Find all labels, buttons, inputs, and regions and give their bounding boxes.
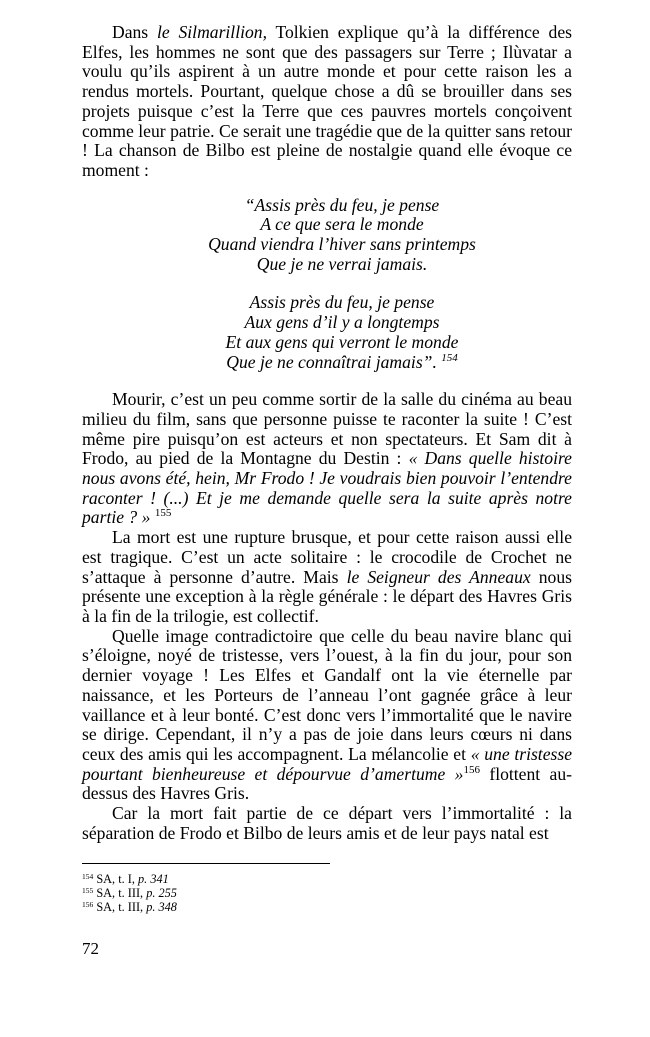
footnote-ref: 156: [463, 763, 480, 776]
footnote-text: SA, t. III,: [96, 885, 147, 900]
page-number: 72: [82, 939, 99, 958]
quotation: « Dans quelle histoire nous avons été, hein, Mr Frodo ! Je voudrais bien pouvoir l’entendre raconter ! (...) Et je me demande quelle sera la suite après notre partie ? »: [82, 448, 572, 528]
text-run: La mort est une rupture brusque, et pour cette raison aussi elle est tragique. C’est un acte solitaire : le crocodile de Crochet ne s’attaque à personne d’autre. Mais: [82, 527, 572, 587]
footnote-page: p. 255: [146, 885, 177, 900]
paragraph-immortalite: [82, 804, 572, 843]
footnote-ref: 154: [441, 351, 458, 364]
poem-line: “Assis près du feu, je pense: [244, 194, 440, 215]
poem-line: A ce que sera le monde: [260, 214, 424, 235]
text-run: Dans: [112, 22, 157, 42]
poem-stanza-2: [112, 293, 572, 372]
paragraph-rupture: [82, 528, 572, 627]
footnotes: [82, 863, 572, 914]
footnote-page: p. 348: [146, 899, 177, 914]
footnote-divider: [82, 863, 330, 864]
poem-stanza-1: [112, 196, 572, 275]
poem-line-last: [112, 353, 572, 373]
text-run: Mourir, c’est un peu comme sortir de la salle du cinéma au beau milieu du film, sans que personne puisse te raconter la suite ! C’est même pire puisqu’on est acteurs et non spectateurs. Et Sam dit à Frodo, au pied de la Montagne du Destin :: [82, 389, 572, 469]
footnote-number: 156: [82, 899, 94, 909]
paragraph-mourir: [82, 390, 572, 528]
footnote-156: [82, 901, 572, 915]
poem-line: Quand viendra l’hiver sans printemps: [208, 234, 476, 255]
text-run: Quelle image contradictoire que celle du beau navire blanc qui s’éloigne, noyé de tristesse, vers l’ouest, à la fin du jour, pour son dernier voyage ! Les Elfes et Gandalf ont la vie éternelle par naissance, et les Porteurs de l’anneau l’ont gagnée grâce à leur vaillance et à leur bonté. C’est donc vers l’immortalité que le navire se dirige. Cependant, il n’y a pas de joie dans leurs cœurs ni dans ceux des amis qui les accompagnent. La mélancolie et: [82, 625, 572, 764]
poem-line: Assis près du feu, je pense: [249, 292, 435, 313]
poem-line: Que je ne verrai jamais.: [256, 253, 428, 274]
poem-line: Et aux gens qui verront le monde: [225, 331, 459, 352]
quotation: « une tristesse pourtant bienheureuse et dépourvue d’amertume »: [82, 743, 573, 784]
book-title: le Silmarillion,: [156, 22, 267, 42]
footnote-ref: 155: [154, 507, 172, 520]
body-text: [82, 23, 572, 843]
paragraph-navire: [82, 627, 572, 804]
footnote-154: [82, 873, 572, 887]
footnote-text: SA, t. III,: [96, 899, 147, 914]
text-run: Tolkien explique qu’à la différence des Elfes, les hommes ne sont que des passagers sur Terre ; Ilùvatar a voulu qu’ils aspirent à un autre monde et pour cette raison les a rendus mortels. Pourtant, quelque chose a dû se brouiller dans ses projets puisque c’est la Terre que ces pauvres mortels conçoivent comme leur patrie. Ce serait une tragédie que de la quitter sans retour ! La chanson de Bilbo est pleine de nostalgie quand elle évoque ce moment :: [82, 22, 573, 180]
text-run: flottent au-dessus des Havres Gris.: [82, 763, 573, 804]
footnote-number: 155: [82, 885, 94, 895]
poem-line-text: Que je ne connaîtrai jamais”.: [226, 351, 437, 372]
book-title: le Seigneur des Anneaux: [346, 566, 531, 587]
text-run: Car la mort fait partie de ce départ vers l’immortalité : la séparation de Frodo et Bilbo de leurs amis et de leur pays natal est: [82, 803, 572, 843]
bilbo-poem: [112, 196, 572, 373]
footnote-number: 154: [82, 872, 94, 881]
paragraph-silmarillion: [82, 23, 572, 181]
footnote-page: p. 341: [138, 872, 169, 886]
footnote-155: [82, 887, 572, 901]
poem-line: Aux gens d’il y a longtemps: [244, 312, 440, 333]
text-run: nous présente une exception à la règle générale : le départ des Havres Gris à la fin de la trilogie, est collectif.: [82, 566, 572, 626]
footnote-text: SA, t. I,: [96, 872, 139, 886]
